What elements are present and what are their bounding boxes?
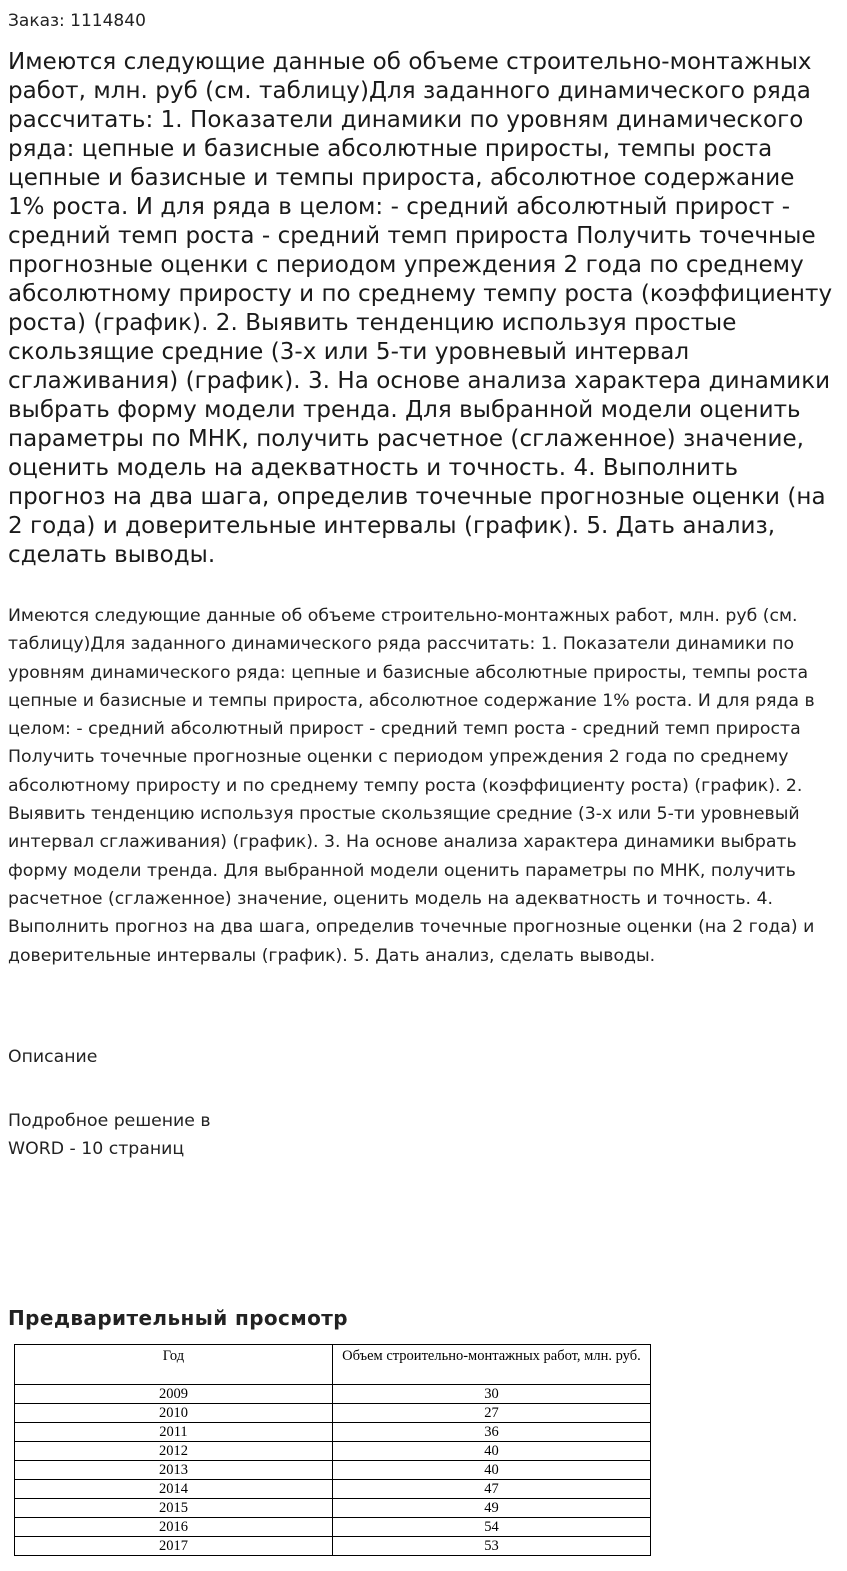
order-number: Заказ: 1114840 [8,11,146,31]
table-row [15,1423,651,1442]
task-heading: Имеются следующие данные об объеме строительно-монтажных работ, млн. руб (см. таблицу)Для заданного динамического ряда рассчитать: 1. Показатели динамики по уровням динамического ряда: цепные и базисные абсолютные приросты, темпы роста цепные и базисные и темпы прироста, абсолютное содержание 1% роста. И для ряда в целом: - средний абсолютный прирост - средний темп роста - средний темп прироста Получить точечные прогнозные оценки с периодом упреждения 2 года по среднему абсолютному приросту и по среднему темпу роста (коэффициенту роста) (график). 2. Выявить тенденцию используя простые скользящие средние (3-х или 5-ти уровневый интервал сглаживания) (график). 3. На основе анализа характера динамики выбрать форму модели тренда. Для выбранной модели оценить параметры по МНК, получить расчетное (сглаженное) значение, оценить модель на адекватность и точность. 4. Выполнить прогноз на два шага, определив точечные прогнозные оценки (на 2 года) и доверительные интервалы (график). 5. Дать анализ, сделать выводы. [8,49,833,568]
preview-title: Предварительный просмотр [8,1306,348,1330]
cell-year: 2013 [15,1461,333,1480]
description-body [8,1107,248,1163]
cell-volume: 36 [332,1423,650,1442]
cell-volume: 54 [332,1518,650,1537]
cell-volume: 47 [332,1480,650,1499]
cell-volume: 40 [332,1461,650,1480]
cell-year: 2012 [15,1442,333,1461]
table-row [15,1499,651,1518]
table-header-row [15,1345,651,1385]
header-year: Год [15,1345,333,1385]
description-line: WORD - 10 страниц [8,1139,185,1159]
description-line: Подробное решение в [8,1111,211,1131]
cell-volume: 40 [332,1442,650,1461]
table-row [15,1385,651,1404]
table-row [15,1442,651,1461]
cell-year: 2009 [15,1385,333,1404]
task-body: Имеются следующие данные об объеме строительно-монтажных работ, млн. руб (см. таблицу)Для заданного динамического ряда рассчитать: 1. Показатели динамики по уровням динамического ряда: цепные и базисные абсолютные приросты, темпы роста цепные и базисные и темпы прироста, абсолютное содержание 1% роста. И для ряда в целом: - средний абсолютный прирост - средний темп роста - средний темп прироста Получить точечные прогнозные оценки с периодом упреждения 2 года по среднему абсолютному приросту и по среднему темпу роста (коэффициенту роста) (график). 2. Выявить тенденцию используя простые скользящие средние (3-х или 5-ти уровневый интервал сглаживания) (график). 3. На основе анализа характера динамики выбрать форму модели тренда. Для выбранной модели оценить параметры по МНК, получить расчетное (сглаженное) значение, оценить модель на адекватность и точность. 4. Выполнить прогноз на два шага, определив точечные прогнозные оценки (на 2 года) и доверительные интервалы (график). 5. Дать анализ, сделать выводы. [8,606,815,966]
cell-year: 2015 [15,1499,333,1518]
table-row [15,1404,651,1423]
cell-volume: 53 [332,1537,650,1556]
cell-year: 2017 [15,1537,333,1556]
preview-table [14,1344,651,1556]
cell-volume: 49 [332,1499,650,1518]
cell-year: 2011 [15,1423,333,1442]
cell-year: 2014 [15,1480,333,1499]
cell-volume: 30 [332,1385,650,1404]
table-row [15,1518,651,1537]
table-row [15,1461,651,1480]
description-label: Описание [8,1047,98,1067]
cell-year: 2010 [15,1404,333,1423]
table-row [15,1537,651,1556]
table-row [15,1480,651,1499]
cell-year: 2016 [15,1518,333,1537]
header-volume: Объем строительно-монтажных работ, млн. руб. [332,1345,650,1385]
cell-volume: 27 [332,1404,650,1423]
